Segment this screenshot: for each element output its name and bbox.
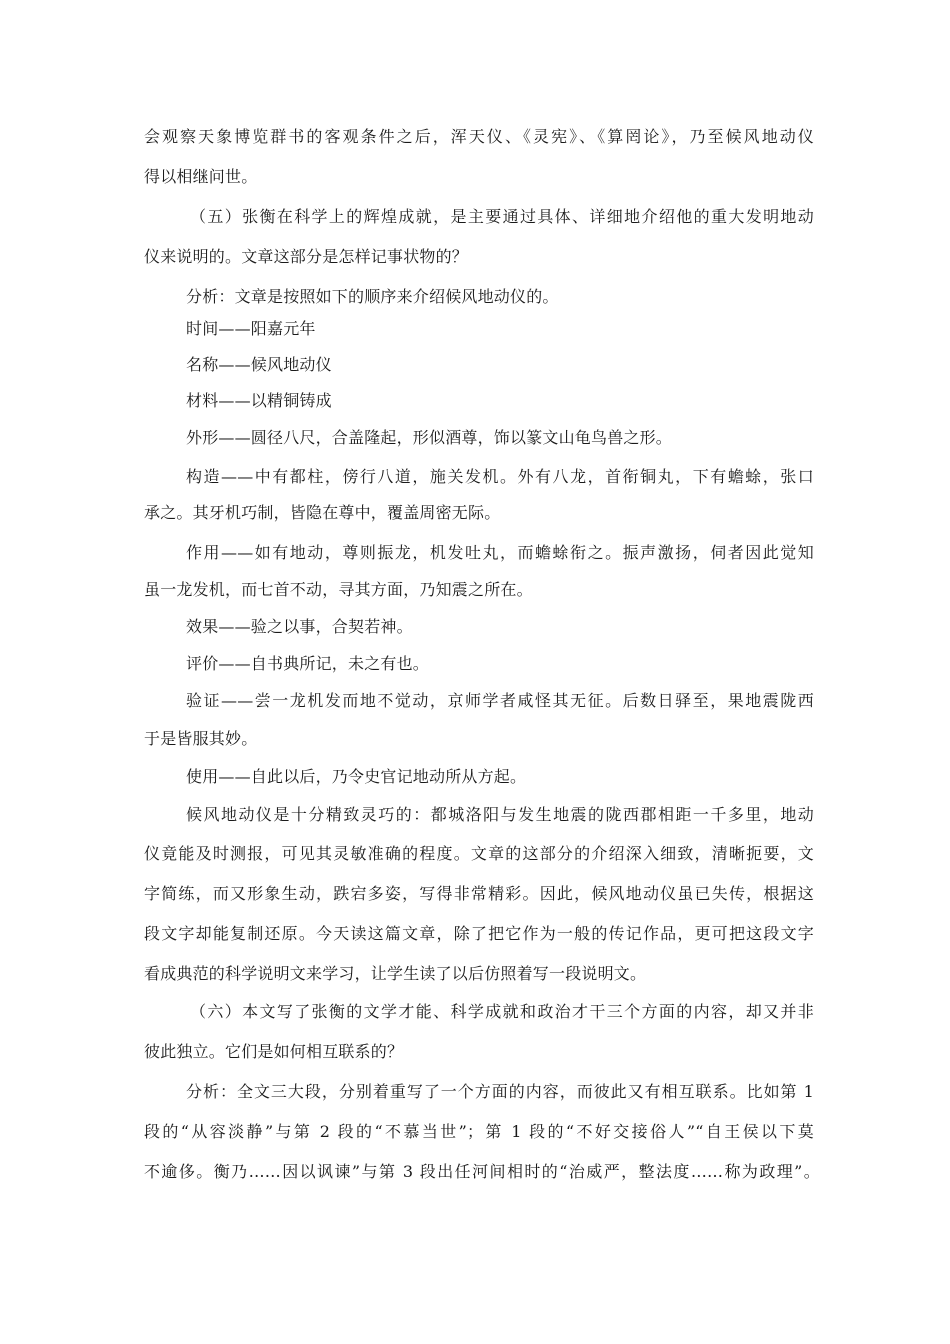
question-6-line: 彼此独立。它们是如何相互联系的？ [144,1042,404,1061]
analysis-line: 段的“从容淡静”与第 2 段的“不慕当世”；第 1 段的“不好交接俗人”“自王侯以下莫 [144,1122,814,1141]
analysis-line: 分析：全文三大段，分别着重写了一个方面的内容，而彼此又有相互联系。比如第 1 [186,1082,814,1101]
paragraph-line: 段文字却能复制还原。今天读这篇文章，除了把它作为一般的传记作品，更可把这段文字 [144,924,814,943]
paragraph-line: 候风地动仪是十分精致灵巧的：都城洛阳与发生地震的陇西郡相距一千多里，地动 [186,805,814,824]
list-item-evaluation: 评价——自书典所记，未之有也。 [186,654,430,673]
list-item-shape: 外形——圆径八尺，合盖隆起，形似酒尊，饰以篆文山龟鸟兽之形。 [186,428,673,447]
analysis-line: 分析：文章是按照如下的顺序来介绍候风地动仪的。 [186,287,559,306]
list-item-verification: 验证——尝一龙机发而地不觉动，京师学者咸怪其无征。后数日驿至，果地震陇西 [186,691,814,710]
paragraph-line: 字简练，而又形象生动，跌宕多姿，写得非常精彩。因此，候风地动仪虽已失传，根据这 [144,884,814,903]
list-item-usage: 使用——自此以后，乃令史官记地动所从方起。 [186,767,527,786]
list-item-material: 材料——以精铜铸成 [186,391,332,410]
paragraph-line: 会观察天象博览群书的客观条件之后，浑天仪、《灵宪》、《算罔论》，乃至候风地动仪 [144,127,814,146]
list-item-function: 虽一龙发机，而七首不动，寻其方面，乃知震之所在。 [144,580,533,599]
list-item-effect: 效果——验之以事，合契若神。 [186,617,413,636]
list-item-structure: 承之。其牙机巧制，皆隐在尊中，覆盖周密无际。 [144,503,501,522]
list-item-name: 名称——候风地动仪 [186,355,332,374]
question-6-line: （六）本文写了张衡的文学才能、科学成就和政治才干三个方面的内容，却又并非 [190,1002,814,1021]
list-item-time: 时间——阳嘉元年 [186,319,316,338]
paragraph-line: 看成典范的科学说明文来学习，让学生读了以后仿照着写一段说明文。 [144,964,647,983]
analysis-line: 不逾侈。衡乃……因以讽谏”与第 3 段出任河间相时的“治威严，整法度……称为政理”。 [144,1162,820,1181]
question-5-line: （五）张衡在科学上的辉煌成就，是主要通过具体、详细地介绍他的重大发明地动 [190,207,814,226]
list-item-structure: 构造——中有都柱，傍行八道，施关发机。外有八龙，首衔铜丸，下有蟾蜍，张口 [186,467,814,486]
list-item-function: 作用——如有地动，尊则振龙，机发吐丸，而蟾蜍衔之。振声激扬，伺者因此觉知 [186,543,814,562]
list-item-verification: 于是皆服其妙。 [144,729,258,748]
paragraph-line: 仪竟能及时测报，可见其灵敏准确的程度。文章的这部分的介绍深入细致，清晰扼要，文 [144,844,814,863]
paragraph-line: 得以相继问世。 [144,167,258,186]
question-5-line: 仪来说明的。文章这部分是怎样记事状物的？ [144,247,469,266]
